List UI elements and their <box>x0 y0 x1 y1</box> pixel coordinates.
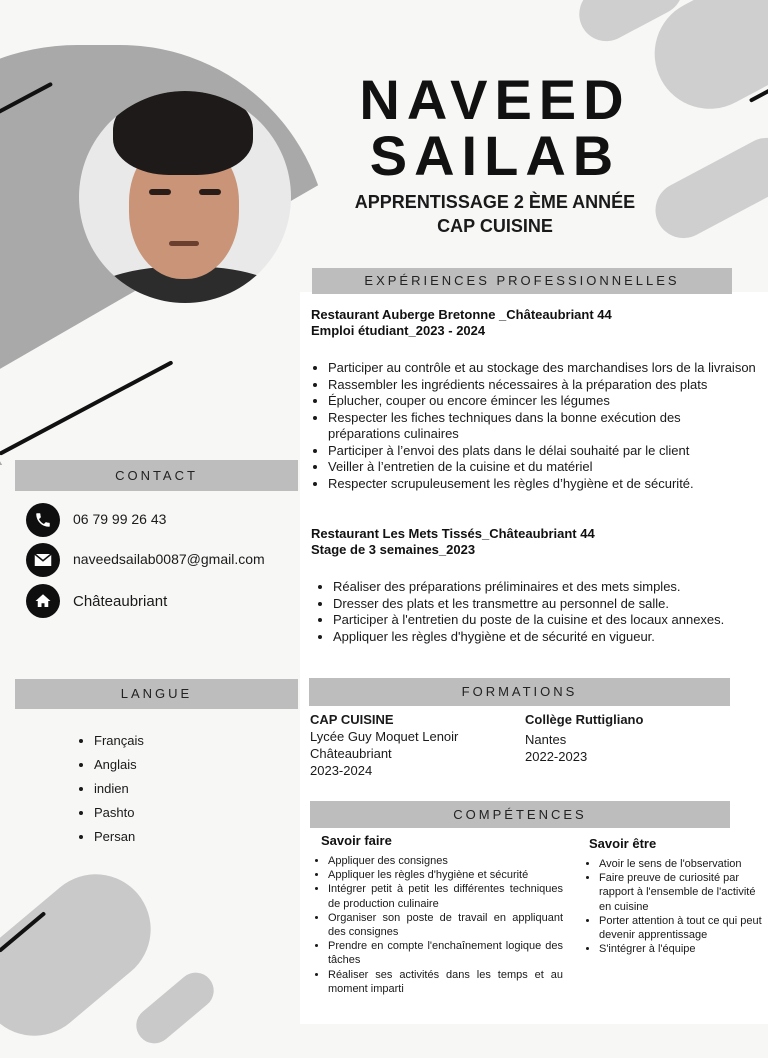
first-name: NAVEED <box>359 68 631 131</box>
city: Châteaubriant <box>73 593 168 610</box>
formation-line: Nantes <box>525 732 567 747</box>
langue-heading: LANGUE <box>15 679 298 709</box>
formation-name: Collège Ruttigliano <box>525 712 644 727</box>
decor-pill <box>646 128 768 248</box>
job-role: Stage de 3 semaines_2023 <box>311 542 476 557</box>
profile-photo <box>79 91 291 303</box>
list-item: • Respecter scrupuleusement les règles d’hygiène et de sécurité. <box>328 476 756 493</box>
job-place: Restaurant Auberge Bretonne _Châteaubriant 44 <box>311 307 612 322</box>
envelope-icon <box>26 543 60 577</box>
list-item: • indien <box>94 777 144 801</box>
job-title-line2: CAP CUISINE <box>437 216 553 236</box>
list-item: • Réaliser des préparations préliminaires et des mets simples. <box>333 579 731 596</box>
decor-pill <box>129 965 221 1050</box>
list-item: • Faire preuve de curiosité par rapport à l'ensemble de l'activité en cuisine <box>599 871 767 914</box>
person-name <box>340 68 650 187</box>
formation-line: 2022-2023 <box>525 749 588 764</box>
formation-name: CAP CUISINE <box>310 712 394 727</box>
list-item: • Anglais <box>94 753 144 777</box>
home-icon <box>26 584 60 618</box>
job-title <box>330 190 660 238</box>
decor-pill <box>635 0 768 128</box>
contact-email <box>26 543 306 575</box>
list-item: • Appliquer les règles d'hygiène et de sécurité en vigueur. <box>333 629 731 646</box>
job-place: Restaurant Les Mets Tissés_Châteaubriant 44 <box>311 526 595 541</box>
savoir-faire-list <box>313 854 563 996</box>
competences-heading: COMPÉTENCES <box>310 801 730 828</box>
list-item: • Pashto <box>94 801 144 825</box>
job-title-line1: APPRENTISSAGE 2 ÈME ANNÉE <box>354 192 636 212</box>
experience-block <box>311 307 756 492</box>
list-item: • Respecter les fiches techniques dans la bonne exécution des préparations culinaires <box>328 410 756 443</box>
list-item: • Appliquer des consignes <box>328 854 563 868</box>
formation-line: Lycée Guy Moquet Lenoir <box>310 729 459 744</box>
formation-entry <box>310 711 510 779</box>
experiences-heading: EXPÉRIENCES PROFESSIONNELLES <box>312 268 732 294</box>
formation-entry <box>525 711 725 765</box>
list-item: • Veiller à l’entretien de la cuisine et du matériel <box>328 459 756 476</box>
formation-line: Châteaubriant <box>310 746 392 761</box>
list-item: • Persan <box>94 825 144 849</box>
contact-city <box>26 584 306 616</box>
job-role: Emploi étudiant_2023 - 2024 <box>311 323 486 338</box>
list-item: • Prendre en compte l'enchaînement logique des tâches <box>328 939 563 967</box>
list-item: • Porter attention à tout ce qui peut devenir apprentissage <box>599 914 767 942</box>
savoir-etre <box>585 836 767 956</box>
savoir-etre-title: Savoir être <box>589 836 657 851</box>
last-name: SAILAB <box>369 124 621 187</box>
list-item: • S'intégrer à l'équipe <box>599 942 767 956</box>
list-item: • Intégrer petit à petit les différentes techniques de production culinaire <box>328 882 563 910</box>
list-item: • Participer au contrôle et au stockage des marchandises lors de la livraison <box>328 360 756 377</box>
list-item: • Appliquer les règles d'hygiène et sécurité <box>328 868 563 882</box>
list-item: • Avoir le sens de l'observation <box>599 857 767 871</box>
phone-icon <box>26 503 60 537</box>
contact-phone <box>26 503 306 535</box>
list-item: • Participer à l'entretien du poste de la cuisine et des locaux annexes. <box>333 612 731 629</box>
list-item: • Éplucher, couper ou encore émincer les légumes <box>328 393 756 410</box>
savoir-etre-list <box>585 857 767 956</box>
list-item: • Rassembler les ingrédients nécessaires à la préparation des plats <box>328 377 756 394</box>
formation-line: 2023-2024 <box>310 763 373 778</box>
phone-number: 06 79 99 26 43 <box>73 511 167 527</box>
savoir-faire <box>313 833 563 996</box>
contact-heading: CONTACT <box>15 460 298 491</box>
experience-block <box>311 526 756 645</box>
job-tasks <box>311 360 756 492</box>
list-item: • Dresser des plats et les transmettre au personnel de salle. <box>333 596 731 613</box>
savoir-faire-title: Savoir faire <box>321 833 392 848</box>
langue-list <box>77 729 144 849</box>
list-item: • Participer à l’envoi des plats dans le délai souhaité par le client <box>328 443 756 460</box>
list-item: • Organiser son poste de travail en appliquant des consignes <box>328 911 563 939</box>
email-address[interactable]: naveedsailab0087@gmail.com <box>73 551 265 567</box>
list-item: • Réaliser ses activités dans les temps et au moment imparti <box>328 968 563 996</box>
job-tasks <box>311 579 731 645</box>
list-item: • Français <box>94 729 144 753</box>
formations-heading: FORMATIONS <box>309 678 730 706</box>
